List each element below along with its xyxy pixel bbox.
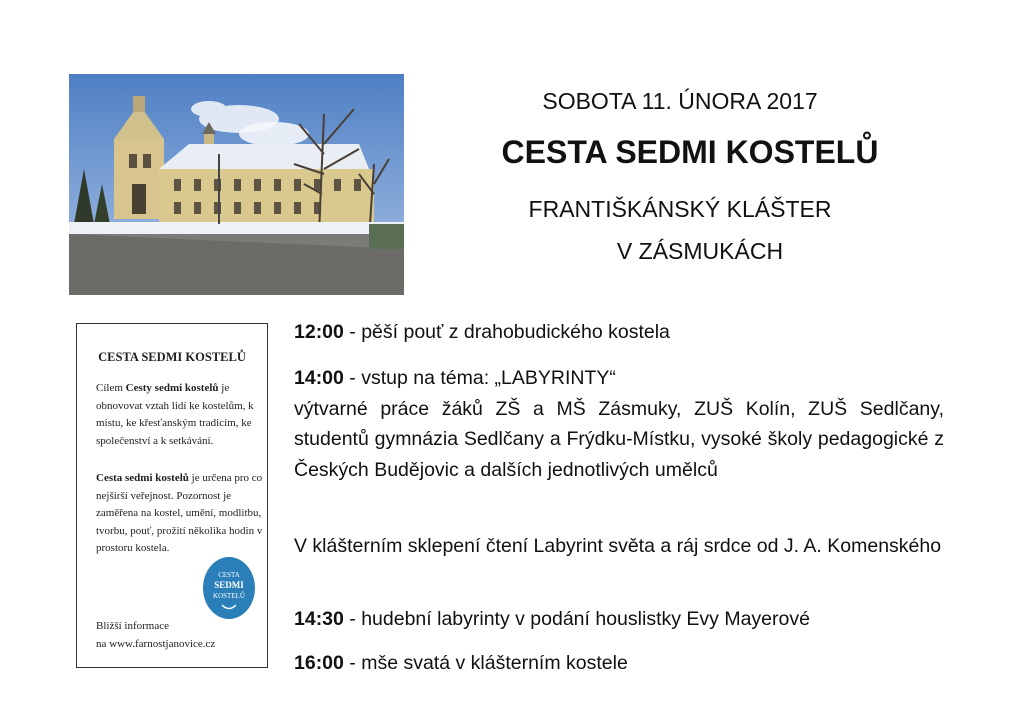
card-paragraph-2: Cesta sedmi kostelů je určena pro co nejširší veřejnost. Pozornost je zaměřena na kostel, umění, modlitbu, tvorbu, pouť, prožití několika hodin v prostoru kostela. <box>96 472 263 554</box>
svg-text:CESTA: CESTA <box>218 571 240 579</box>
card-title: CESTA SEDMI KOSTELŮ <box>98 350 246 364</box>
info-card <box>76 323 268 668</box>
info-label: Bližší informace <box>96 620 170 632</box>
card-paragraph-1: Cílem Cesty sedmi kostelů je obnovovat vztah lidí ke kostelům, k místu, ke křesťanským tradicím, ke společenství a k setkávání. <box>96 382 254 447</box>
event-place-line1: FRANTIŠKÁNSKÝ KLÁŠTER <box>528 196 832 222</box>
event-place-line2: V ZÁSMUKÁCH <box>616 238 784 264</box>
event-date: SOBOTA 11. ÚNORA 2017 <box>542 88 818 114</box>
monastery-photo <box>69 74 404 295</box>
program-item-1200: 12:00 - pěší pouť z drahobudického kostela <box>294 321 670 343</box>
event-title: CESTA SEDMI KOSTELŮ <box>501 134 879 170</box>
program-item-1400: 14:00 - vstup na téma: „LABYRINTY“ výtvarné práce žáků ZŠ a MŠ Zásmuky, ZUŠ Kolín, ZUŠ Sedlčany, studentů gymnázia Sedlčany a Frýdku-Místku, vysoké školy pedagogické z Českých Budějovic a dalších jednotlivých umělců <box>294 367 944 481</box>
program-item-1600: 16:00 - mše svatá v klášterním kostele <box>294 652 628 674</box>
program-item-reading: V klášterním sklepení čtení Labyrint světa a ráj srdce od J. A. Komenského <box>294 535 942 557</box>
info-url: na www.farnostjanovice.cz <box>96 637 216 650</box>
svg-text:SEDMI: SEDMI <box>214 580 244 590</box>
cesta-sedmi-kostelu-logo <box>202 556 256 620</box>
program-item-1430: 14:30 - hudební labyrinty v podání houslistky Evy Mayerové <box>294 608 810 630</box>
card-info <box>96 618 215 653</box>
program-item-1400-detail: výtvarné práce žáků ZŠ a MŠ Zásmuky, ZUŠ Kolín, ZUŠ Sedlčany, studentů gymnázia Sedlčany a Frýdku-Místku, vysoké školy pedagogické z Českých Budějovic a dalších jednotlivých umělců <box>294 397 944 481</box>
svg-text:KOSTELŮ: KOSTELŮ <box>213 592 245 600</box>
